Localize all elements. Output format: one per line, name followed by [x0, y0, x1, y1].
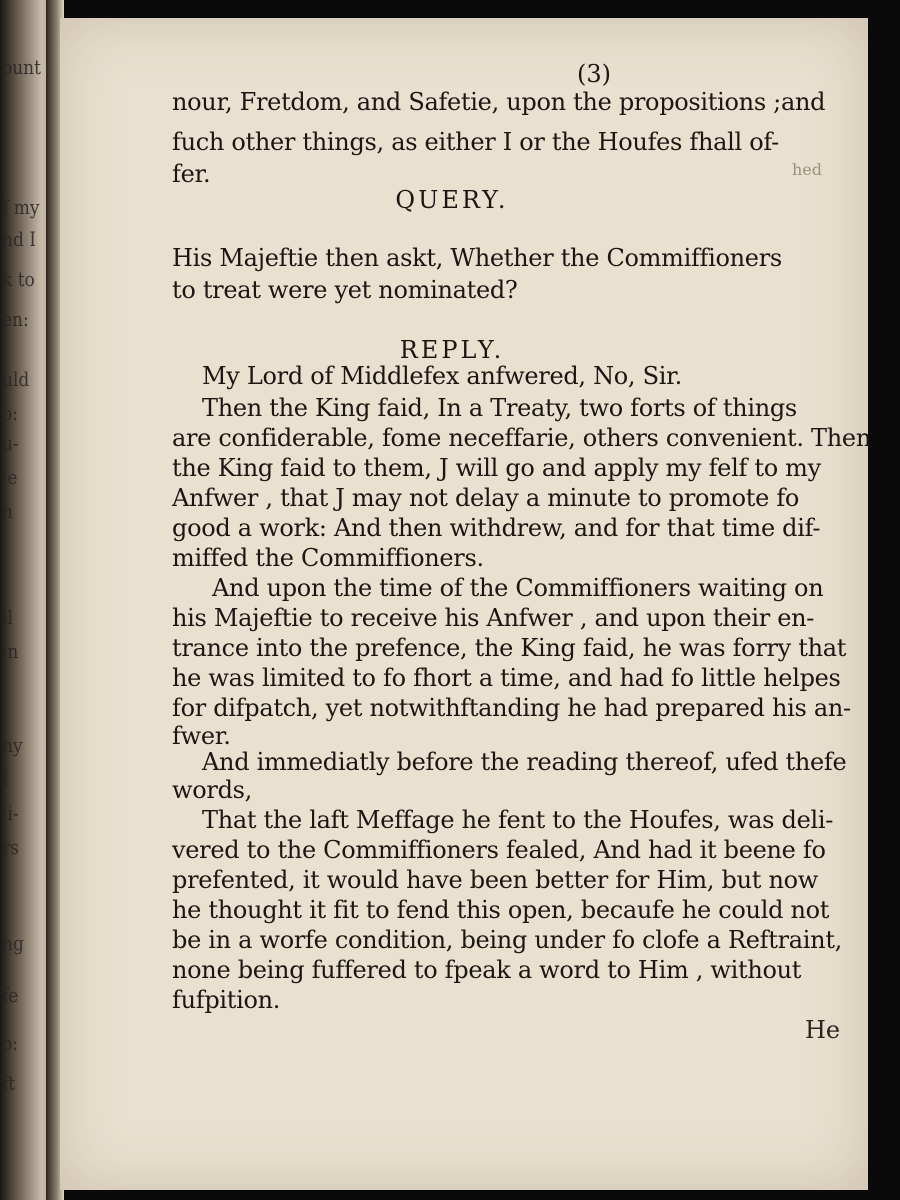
- text-line: words,: [172, 776, 252, 804]
- text-line: nour, Fretdom, and Safetie, upon the propositions ;and: [172, 88, 826, 116]
- facing-page-fragment: u-: [2, 431, 19, 455]
- facing-page-fragment: rs: [2, 835, 19, 859]
- text-line: prefented, it would have been better for Him, but now: [172, 866, 818, 894]
- text-line: vered to the Commiffioners fealed, And had it beene fo: [172, 836, 826, 864]
- catchword: He: [805, 1016, 841, 1044]
- text-line: miffed the Commiffioners.: [172, 544, 484, 572]
- facing-page-fragment: ount: [2, 55, 41, 79]
- text-line: fwer.: [172, 722, 231, 750]
- facing-page-fragment: uld: [2, 367, 30, 391]
- text-line: fer.: [172, 160, 211, 188]
- text-line: the King faid to them, J will go and apply my felf to my: [172, 454, 821, 482]
- text-line: he was limited to fo fhort a time, and had fo little helpes: [172, 664, 841, 692]
- text-line: good a work: And then withdrew, and for that time dif-: [172, 514, 821, 542]
- text-line: be in a worfe condition, being under fo clofe a Reftraint,: [172, 926, 842, 954]
- facing-page-fragment: f my: [2, 195, 40, 219]
- text-line: And upon the time of the Commiffioners waiting on: [212, 574, 824, 602]
- show-through-text: hed: [792, 160, 823, 179]
- text-line: fuch other things, as either I or the Houfes fhall of-: [172, 128, 779, 156]
- reply-heading: REPLY.: [399, 336, 505, 364]
- text-line: to treat were yet nominated?: [172, 276, 518, 304]
- text-line: trance into the prefence, the King faid, he was forry that: [172, 634, 847, 662]
- facing-page-edge: [0, 0, 52, 1200]
- book-page: [60, 18, 871, 1190]
- facing-page-fragment: fe: [2, 983, 19, 1007]
- facing-page-fragment: en:: [2, 307, 29, 331]
- facing-page-fragment: :: [2, 571, 8, 595]
- facing-page-fragment: ll: [2, 605, 13, 629]
- facing-page-fragment: le: [2, 465, 18, 489]
- text-line: he thought it fit to fend this open, becaufe he could not: [172, 896, 830, 924]
- text-line: His Majeftie then askt, Whether the Commiffioners: [172, 244, 782, 272]
- facing-page-fragment: nd I: [2, 227, 36, 251]
- facing-page-fragment: o:: [2, 401, 18, 425]
- text-line: his Majeftie to receive his Anfwer , and upon their en-: [172, 604, 815, 632]
- facing-page-fragment: ft: [2, 1071, 16, 1095]
- facing-page-fragment: I: [2, 767, 9, 791]
- facing-page-fragment: in: [2, 639, 19, 663]
- text-line: And immediatly before the reading thereof, ufed thefe: [202, 748, 847, 776]
- facing-page-fragment: n: [2, 499, 13, 523]
- text-line: My Lord of Middlefex anfwered, No, Sir.: [202, 362, 682, 390]
- text-line: Anfwer , that J may not delay a minute to promote fo: [172, 484, 800, 512]
- text-line: That the laft Meffage he fent to the Houfes, was deli-: [202, 806, 834, 834]
- text-line: are confiderable, fome neceffarie, others convenient. Then: [172, 424, 871, 452]
- query-heading: QUERY.: [395, 186, 509, 214]
- text-line: for difpatch, yet notwithftanding he had prepared his an-: [172, 694, 851, 722]
- page-number: (3): [577, 60, 611, 88]
- text-line: none being fuffered to fpeak a word to Him , without: [172, 956, 802, 984]
- facing-page-fragment: k to: [2, 267, 35, 291]
- text-line: Then the King faid, In a Treaty, two forts of things: [202, 394, 797, 422]
- facing-page-fragment: o:: [2, 1031, 18, 1055]
- facing-page-fragment: li-: [2, 801, 19, 825]
- facing-page-fragment: ng: [2, 931, 24, 955]
- facing-page-fragment: ny: [2, 733, 23, 757]
- text-line: fufpition.: [172, 986, 281, 1014]
